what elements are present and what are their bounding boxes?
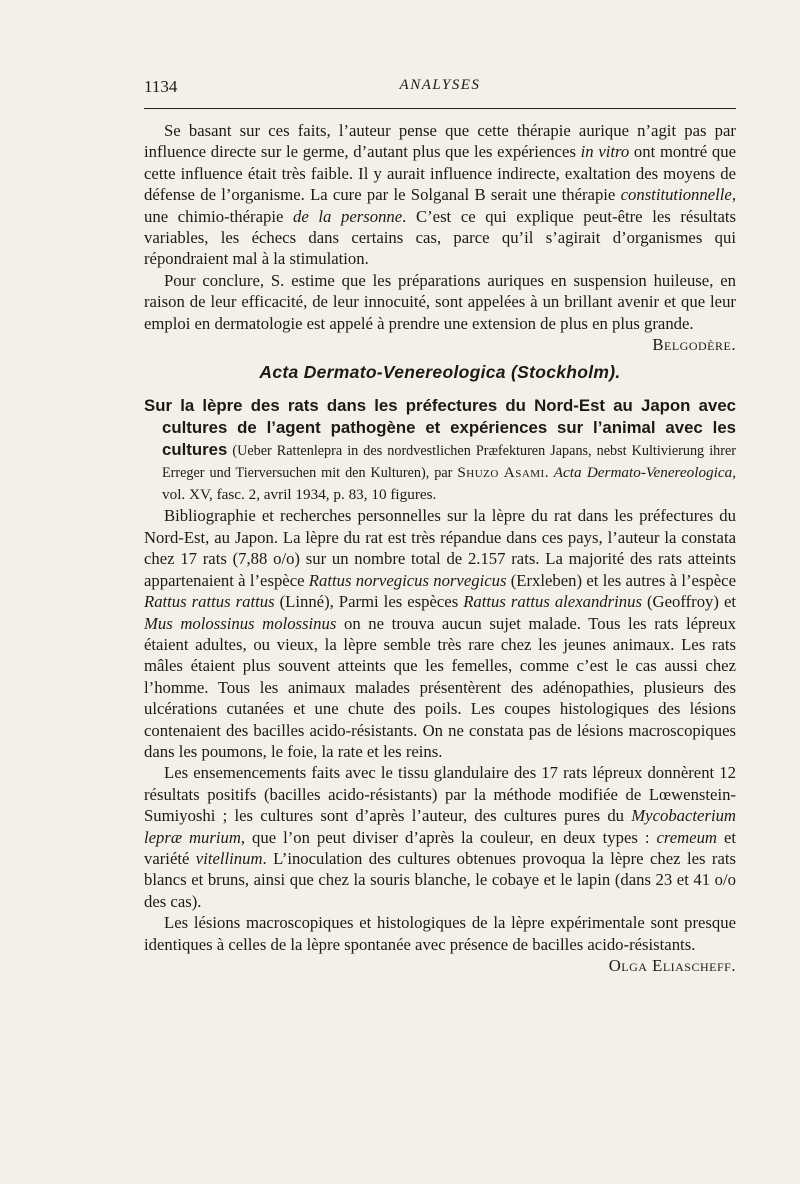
article-body xyxy=(144,120,736,976)
header-rule xyxy=(144,108,736,109)
paragraph-3: Bibliographie et recherches personnelles sur la lèpre du rat dans les préfectures du Nord-Est, au Japon. La lèpre du rat est très répandue dans ces pays, l’auteur la constata chez 17 rats (7,88 o/o) sur un nombre total de 2.157 rats. La majorité des rats atteints appartenaient à l’espèce Rattus norvegicus norvegicus (Erxleben) et les autres à l’espèce Rattus rattus rattus (Linné), Parmi les espèces Rattus rattus alexandrinus (Geoffroy) et Mus molossinus molossinus on ne trouva aucun sujet malade. Tous les rats lépreux étaient adultes, ou vieux, la lèpre semble très rare chez les jeunes animaux. Les rats mâles étaient plus souvent atteints que les femelles, comme c’est le cas aussi chez l’homme. Tous les animaux malades présentèrent des adénopathies, plusieurs des ulcérations cutanées et une chute des poils. Les coupes histologiques des lésions contenaient des bacilles acido-résistants. On ne constata pas de lésions macroscopiques dans les poumons, le foie, la rate et les reins. xyxy=(144,506,737,761)
signature-belgodere: Belgodère. xyxy=(652,335,736,355)
entry-journal: Acta Dermato-Venereologica xyxy=(553,464,733,482)
page-number: 1134 xyxy=(144,77,178,96)
entry-author: Shuzo Asami xyxy=(457,464,545,482)
paragraph-2: Pour conclure, S. estime que les préparations auriques en suspension huileuse, en raison de leur efficacité, de leur innocuité, sont appelées à un brillant avenir et que leur emploi en dermatologie est appelé à prendre une extension de plus en plus grande. Belgodère. xyxy=(144,270,736,355)
entry-heading: Sur la lèpre des rats dans les préfectures du Nord-Est au Japon avec cultures de l’agent pathogène et expériences sur l’animal avec les cultures xyxy=(144,396,736,460)
section-title: Acta Dermato-Venereologica (Stockholm). xyxy=(259,362,621,383)
paragraph-4: Les ensemencements faits avec le tissu glandulaire des 17 rats lépreux donnèrent 12 résultats positifs (bacilles acido-résistants) par la méthode modifiée de Lœwenstein-Sumiyoshi ; les cultures sont d’après l’auteur, des cultures pures du Mycobacterium lepræ murium, que l’on peut diviser d’après la couleur, en deux types : cremeum et variété vitellinum. L’inoculation des cultures obtenues provoqua la lèpre chez les rats blancs et bruns, ainsi que chez la souris blanche, le cobaye et le lapin (dans 23 et 41 o/o des cas). xyxy=(144,763,736,911)
signature-eliascheff: Olga Eliascheff. xyxy=(608,956,736,975)
page-header xyxy=(144,77,736,101)
paragraph-1: Se basant sur ces faits, l’auteur pense que cette thérapie aurique n’agit pas par influence directe sur le germe, d’autant plus que les expériences in vitro ont montré que cette influence était très faible. Il y aurait influence indirecte, exaltation des moyens de défense de l’organisme. La cure par le Solganal B serait une thérapie constitutionnelle, une chimio-thérapie de la personne. C’est ce qui explique peut-être les résultats variables, les échecs dans certains cas, parce qu’il s’agirait d’organismes qui répondraient mal à la stimulation. xyxy=(144,121,736,269)
paragraph-5: Les lésions macroscopiques et histologiques de la lèpre expérimentale sont presque identiques à celles de la lèpre spontanée avec présence de bacilles acido-résistants. Olga Eliascheff. xyxy=(144,913,736,975)
entry-reference: Sur la lèpre des rats dans les préfectures du Nord-Est au Japon avec cultures de l’agent pathogène et expériences sur l’animal avec les cultures (Ueber Rattenlepra in des nordvestlichen Præfekturen Japans, nebst Kultivierung ihrer Erreger und Tierversuchen mit den Kulturen), par Shuzo Asami. Acta Dermato-Venereologica, vol. XV, fasc. 2, avril 1934, p. 83, 10 figures. xyxy=(144,396,736,504)
running-title: ANALYSES xyxy=(399,77,481,93)
